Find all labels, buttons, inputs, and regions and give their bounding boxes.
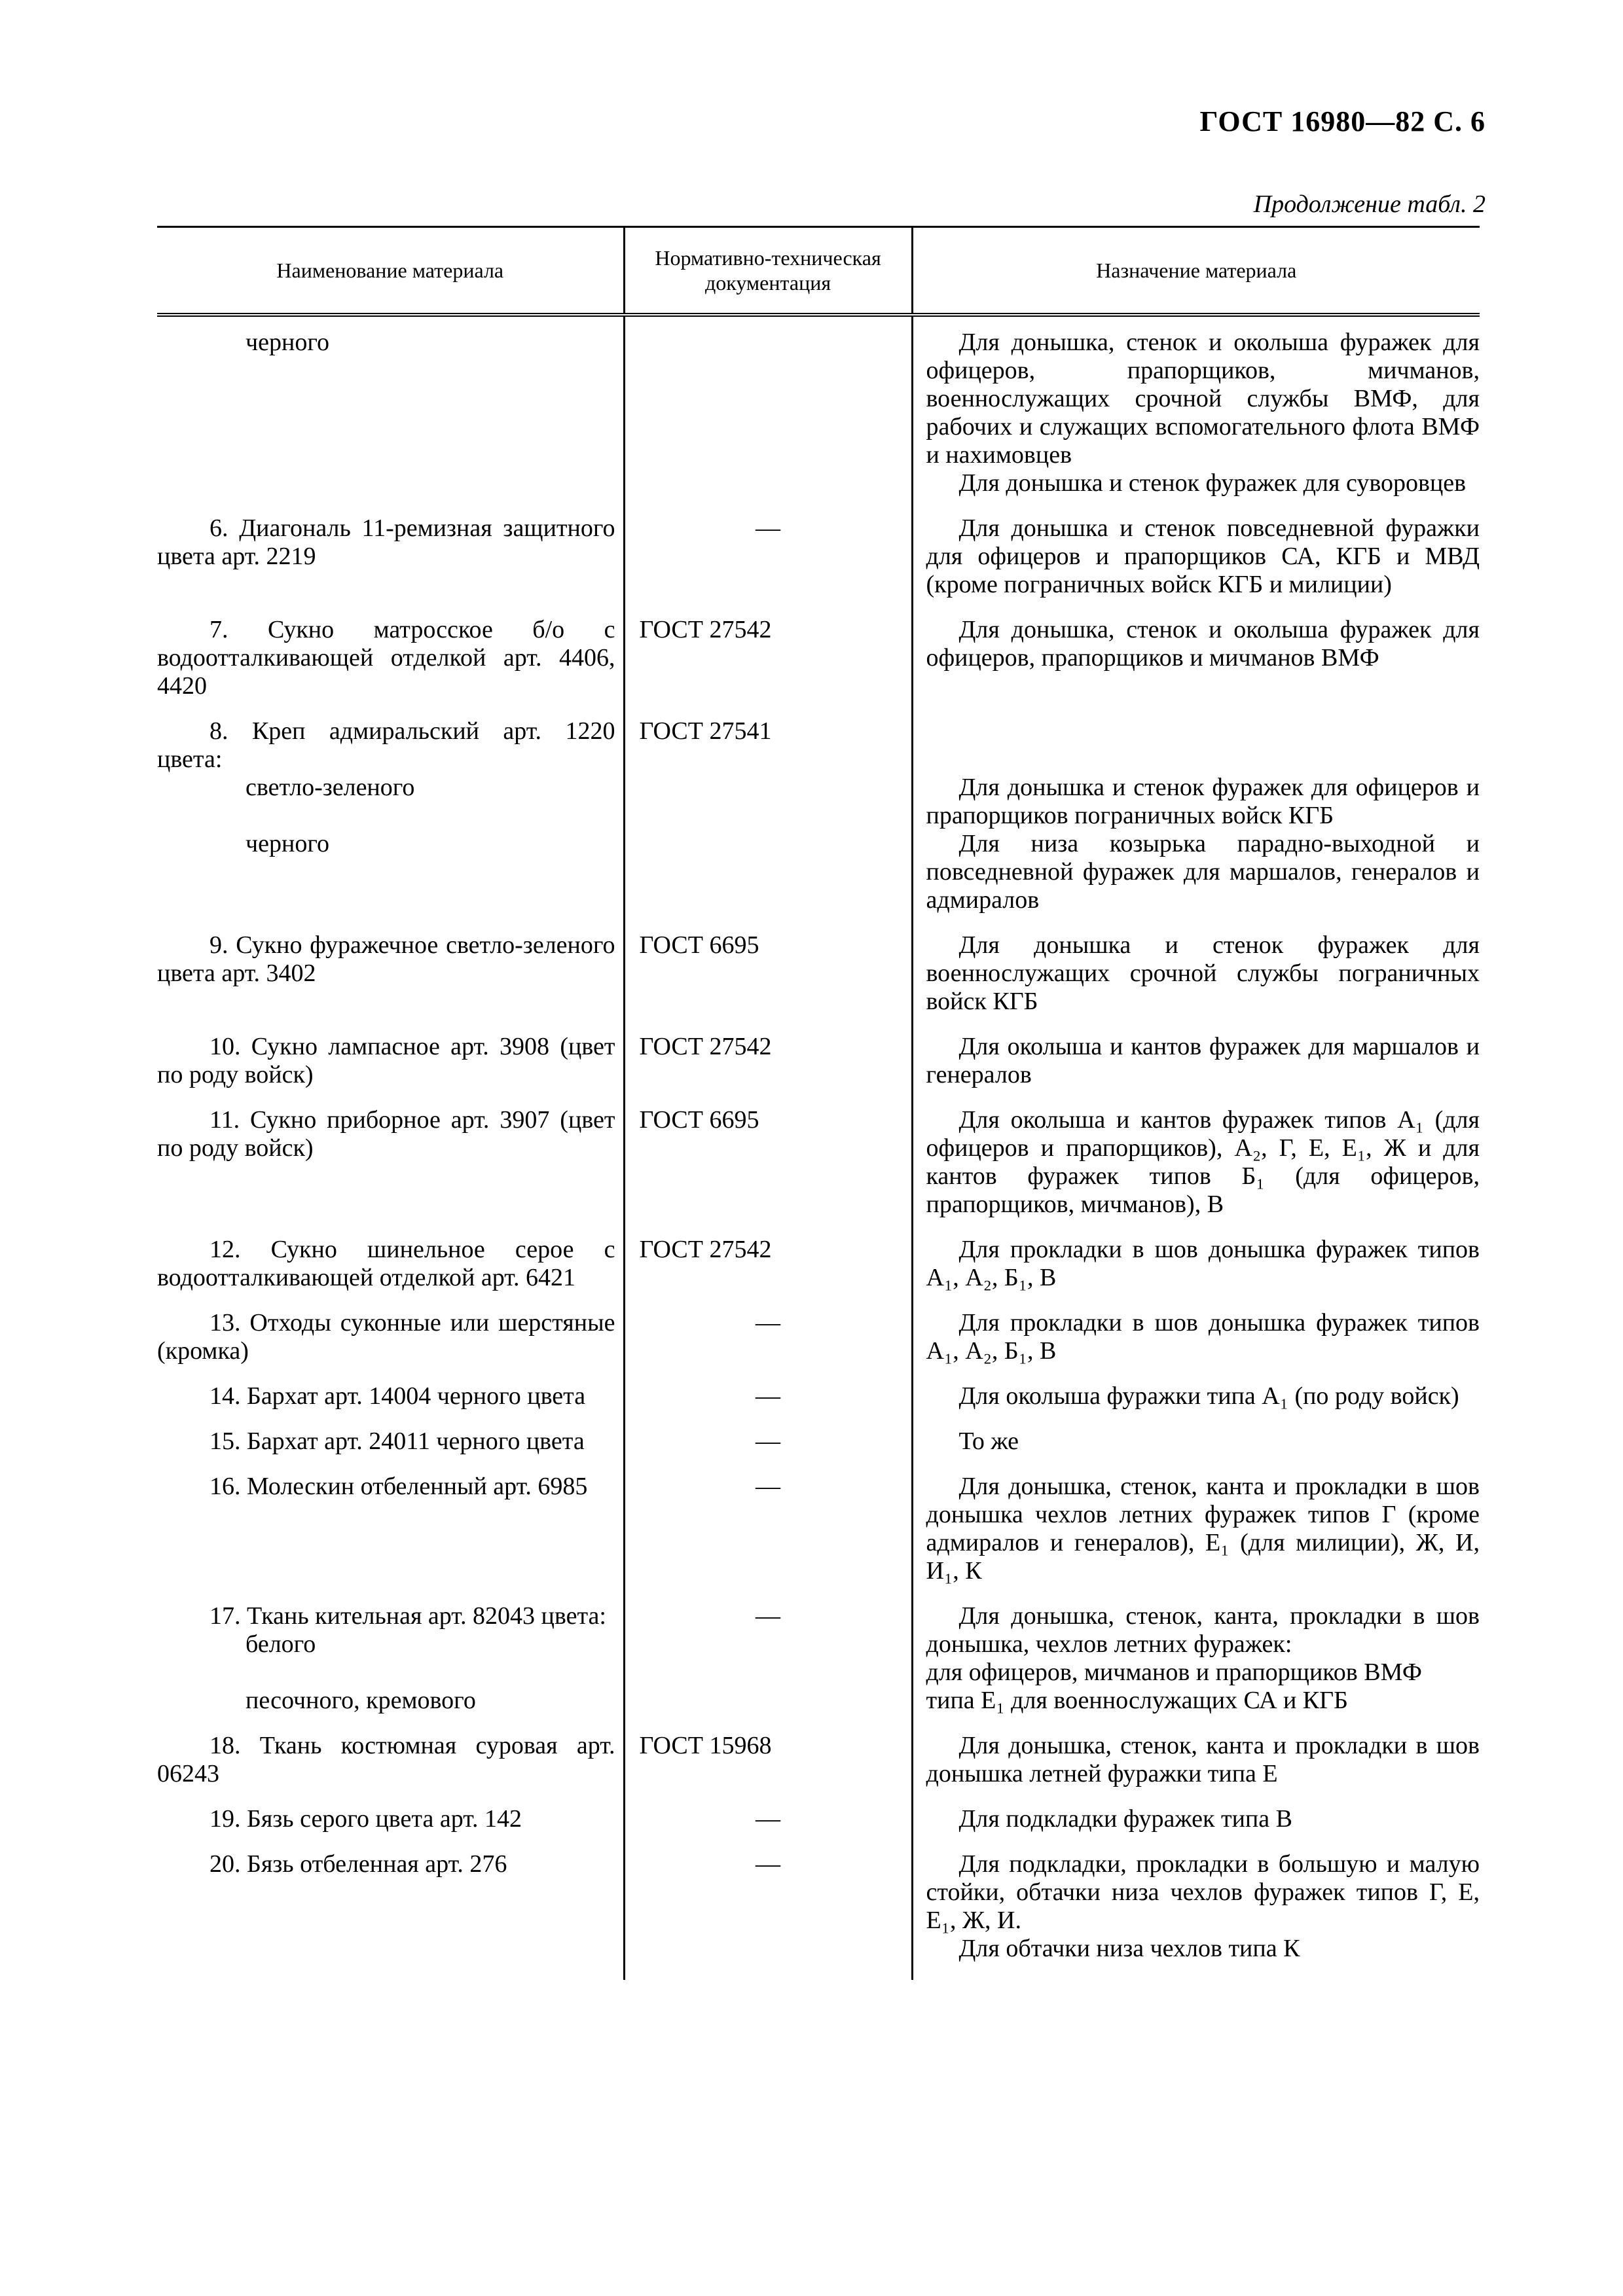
material-doc: — [624,1309,912,1382]
material-doc: ГОСТ 27542 [624,616,912,717]
material-doc: ГОСТ 6695 [624,931,912,1033]
table-row [157,1850,1480,1980]
material-purpose: Для прокладки в шов донышка фуражек типов А₁, А₂, Б₁, В [926,1309,1480,1365]
material-name: 20. Бязь отбеленная арт. 276 [210,1850,507,1878]
material-purpose: Для донышка, стенок и околыша фуражек для офицеров, прапорщиков и мичманов ВМФ [926,616,1480,672]
material-doc: ГОСТ 27541 [624,717,912,931]
material-purpose: Для донышка, стенок, канта и прокладки в шов донышка чехлов летних фуражек типов Г (кроме адмиралов и генералов), Е₁ (для милиции), Ж, И, И₁, К [926,1473,1480,1585]
material-purpose: Для подкладки, прокладки в большую и малую стойки, обтачки низа чехлов фуражек типов Г, Е, Е₁, Ж, И. [926,1850,1480,1934]
material-name: 6. Диагональ 11-ремизная защитного цвета арт. 2219 [157,514,615,570]
material-name: 19. Бязь серого цвета арт. 142 [210,1805,522,1833]
table-row [157,1236,1480,1309]
materials-table [157,226,1480,1980]
material-name: 12. Сукно шинельное серое с водоотталкивающей отделкой арт. 6421 [157,1236,615,1291]
material-purpose: Для околыша фуражки типа А₁ (по роду войск) [958,1382,1459,1410]
table-row [157,1427,1480,1473]
material-purpose: Для низа козырька парадно-выходной и повседневной фуражек для маршалов, генералов и адмиралов [926,830,1480,914]
table-header-row [157,227,1480,315]
table-row [157,1473,1480,1602]
table-continuation-label: Продолжение табл. 2 [1253,190,1486,218]
table-row [157,1309,1480,1382]
material-name: 9. Сукно фуражечное светло-зеленого цвета арт. 3402 [157,931,615,987]
table-row [157,1602,1480,1732]
material-doc: ГОСТ 15968 [624,1732,912,1805]
material-subitem: черного [246,830,329,857]
material-name: 14. Бархат арт. 14004 черного цвета [210,1382,586,1410]
material-purpose: То же [958,1427,1019,1455]
table-row [157,1805,1480,1850]
material-purpose: Для донышка, стенок и околыша фуражек для офицеров, прапорщиков, мичманов, военнослужащих срочной службы ВМФ, для рабочих и служащих вспомогательного флота ВМФ и нахимовцев [926,329,1480,469]
material-name: 8. Креп адмиральский арт. 1220 цвета: [157,717,615,773]
column-header-name: Наименование материала [157,227,624,315]
material-purpose: Для донышка и стенок фуражек для военнослужащих срочной службы пограничных войск КГБ [926,931,1480,1015]
material-name: 18. Ткань костюмная суровая арт. 06243 [157,1732,615,1787]
material-purpose: Для донышка, стенок, канта, прокладки в шов донышка, чехлов летних фуражек: [926,1602,1480,1658]
material-purpose: Для донышка и стенок фуражек для суворовцев [958,469,1467,497]
table-row [157,1106,1480,1236]
material-doc: ГОСТ 27542 [624,1236,912,1309]
material-subitem: светло-зеленого [246,774,415,801]
material-subitem: черного [246,329,329,356]
material-purpose: Для донышка, стенок, канта и прокладки в шов донышка летней фуражки типа Е [926,1732,1480,1787]
material-doc: — [624,1805,912,1850]
material-doc: — [624,1850,912,1980]
table-row [157,1033,1480,1106]
material-doc: — [624,1427,912,1473]
material-purpose: Для околыша и кантов фуражек для маршалов и генералов [926,1033,1480,1088]
material-name: 16. Молескин отбеленный арт. 6985 [210,1473,588,1500]
material-name: 17. Ткань кительная арт. 82043 цвета: [210,1602,606,1630]
table-row [157,717,1480,931]
material-name: 15. Бархат арт. 24011 черного цвета [210,1427,585,1455]
material-name: 11. Сукно приборное арт. 3907 (цвет по роду войск) [157,1106,615,1162]
material-name: 7. Сукно матросское б/о с водоотталкивающей отделкой арт. 4406, 4420 [157,616,615,700]
material-name: 13. Отходы суконные или шерстяные (кромка) [157,1309,615,1365]
table-row [157,315,1480,514]
table-row [157,931,1480,1033]
material-purpose: для офицеров, мичманов и прапорщиков ВМФ [926,1659,1422,1686]
material-doc: ГОСТ 27542 [624,1033,912,1106]
material-purpose: Для подкладки фуражек типа В [958,1805,1292,1833]
material-purpose: Для донышка и стенок повседневной фуражки для офицеров и прапорщиков СА, КГБ и МВД (кроме пограничных войск КГБ и милиции) [926,514,1480,598]
material-doc: — [624,514,912,616]
table-row [157,616,1480,717]
material-name: 10. Сукно лампасное арт. 3908 (цвет по роду войск) [157,1033,615,1088]
material-purpose: типа Е₁ для военнослужащих СА и КГБ [926,1687,1348,1714]
column-header-purpose: Назначение материала [912,227,1480,315]
material-purpose: Для околыша и кантов фуражек типов А₁ (для офицеров и прапорщиков), А₂, Г, Е, Е₁, Ж и для кантов фуражек типов Б₁ (для офицеров, прапорщиков, мичманов), В [926,1106,1480,1218]
material-doc: — [624,1602,912,1732]
table-row [157,1382,1480,1427]
column-header-doc: Нормативно-техническая документация [624,227,912,315]
material-purpose: Для донышка и стенок фуражек для офицеров и прапорщиков пограничных войск КГБ [926,774,1480,829]
material-doc: — [624,1473,912,1602]
material-subitem: белого [246,1630,316,1658]
material-purpose: Для прокладки в шов донышка фуражек типов А₁, А₂, Б₁, В [926,1236,1480,1291]
material-subitem: песочного, кремового [246,1687,476,1714]
table-row [157,1732,1480,1805]
table-row [157,514,1480,616]
material-doc: — [624,1382,912,1427]
material-purpose: Для обтачки низа чехлов типа К [958,1935,1300,1962]
page-header-document-ref: ГОСТ 16980—82 С. 6 [1199,105,1486,137]
material-doc: ГОСТ 6695 [624,1106,912,1236]
